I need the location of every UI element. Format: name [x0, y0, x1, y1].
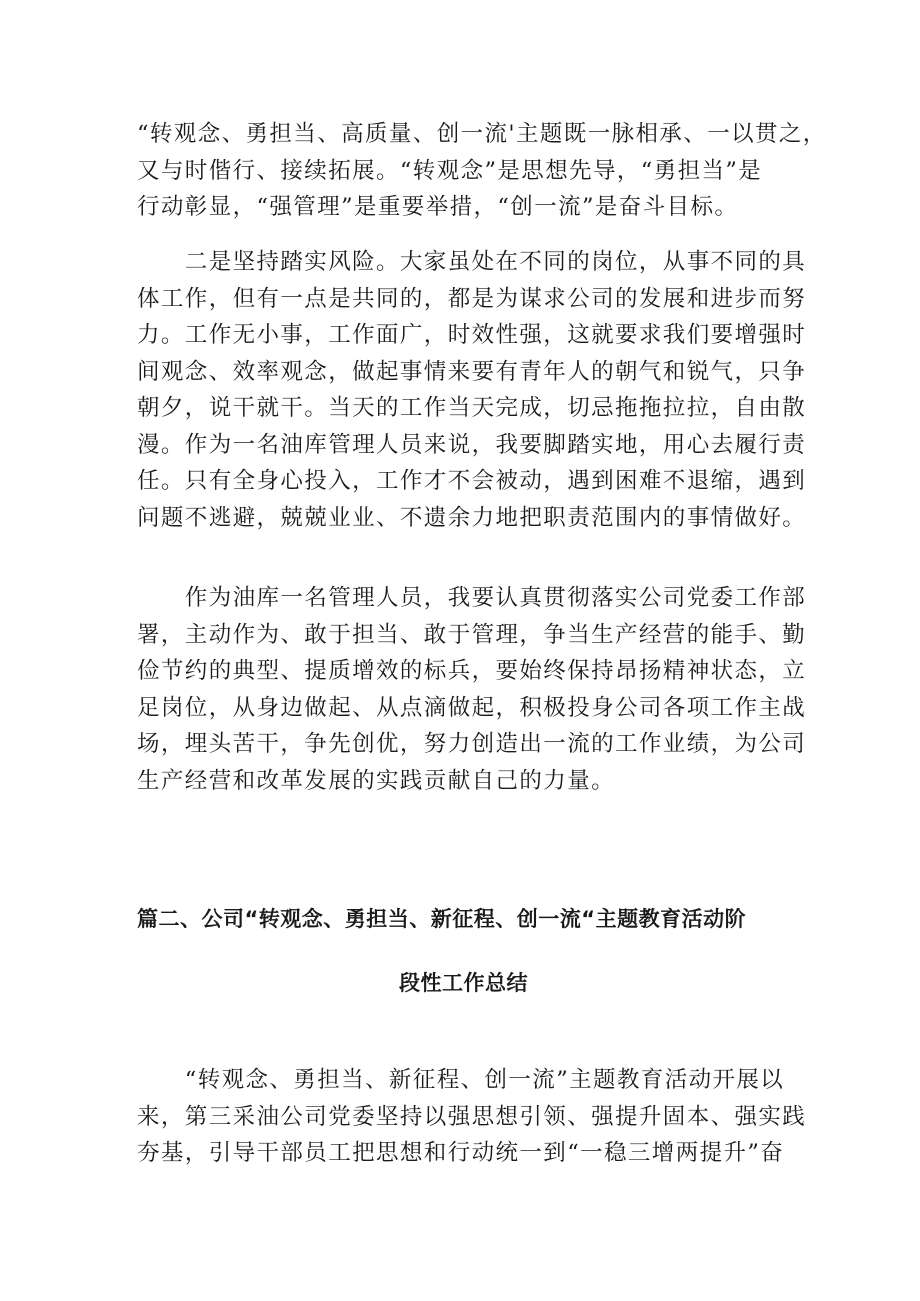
text-line: 漫。作为一名油库管理人员来说，我要脚踏实地，用心去履行责 [137, 431, 807, 458]
text-line: 作为油库一名管理人员，我要认真贯彻落实公司党委工作部 [137, 585, 807, 611]
text-line: 二是坚持踏实风险。大家虽处在不同的岗位，从事不同的具 [137, 249, 807, 275]
text-line: 问题不逃避，兢兢业业、不遗余力地把职责范围内的事情做好。 [137, 504, 807, 531]
text-line: 俭节约的典型、提质增效的标兵，要始终保持昂扬精神状态，立 [137, 658, 807, 684]
text-line: 体工作，但有一点是共同的，都是为谋求公司的发展和进步而努 [137, 285, 807, 312]
text-line: 任。只有全身心投入，工作才不会被动，遇到困难不退缩，遇到 [137, 468, 807, 494]
paragraph-practical-work [137, 244, 807, 536]
text-line: 朝夕，说干就干。当天的工作当天完成，切忌拖拖拉拉，自由散 [137, 395, 807, 421]
section-heading-line1: 篇二、公司“转观念、勇担当、新征程、创一流“主题教育活动阶 [137, 907, 747, 931]
paragraph-activity-intro [137, 1062, 807, 1172]
text-line: 场，埋头苦干，争先创优，努力创造出一流的工作业绩，为公司 [137, 731, 807, 757]
text-line: “转观念、勇担当、高质量、创一流'主题既一脉相承、一以贯之， [137, 121, 827, 147]
text-line: 夯基，引导干部员工把思想和行动统一到“一稳三增两提升”奋 [137, 1140, 785, 1166]
text-line: 足岗位，从身边做起、从点滴做起，积极投身公司各项工作主战 [137, 694, 807, 721]
text-line: “转观念、勇担当、新征程、创一流”主题教育活动开展以 [137, 1067, 785, 1093]
text-line: 来，第三采油公司党委坚持以强思想引领、强提升固本、强实践 [137, 1103, 807, 1130]
text-line: 生产经营和改革发展的实践贡献自己的力量。 [137, 767, 616, 794]
paragraph-manager-commitment [137, 580, 807, 799]
text-line: 又与时偕行、接续拓展。“转观念”是思想先导，“勇担当”是 [137, 157, 763, 184]
paragraph-theme-summary [137, 116, 827, 226]
text-line: 间观念、效率观念，做起事情来要有青年人的朝气和锐气，只争 [137, 358, 807, 385]
text-line: 力。工作无小事，工作面广，时效性强，这就要求我们要增强时 [137, 322, 807, 348]
text-line: 署，主动作为、敢于担当、敢于管理，争当生产经营的能手、勤 [137, 621, 807, 648]
text-line: 行动彰显，“强管理”是重要举措，“创一流”是奋斗目标。 [137, 194, 739, 220]
section-heading-line2: 段性工作总结 [399, 971, 528, 995]
